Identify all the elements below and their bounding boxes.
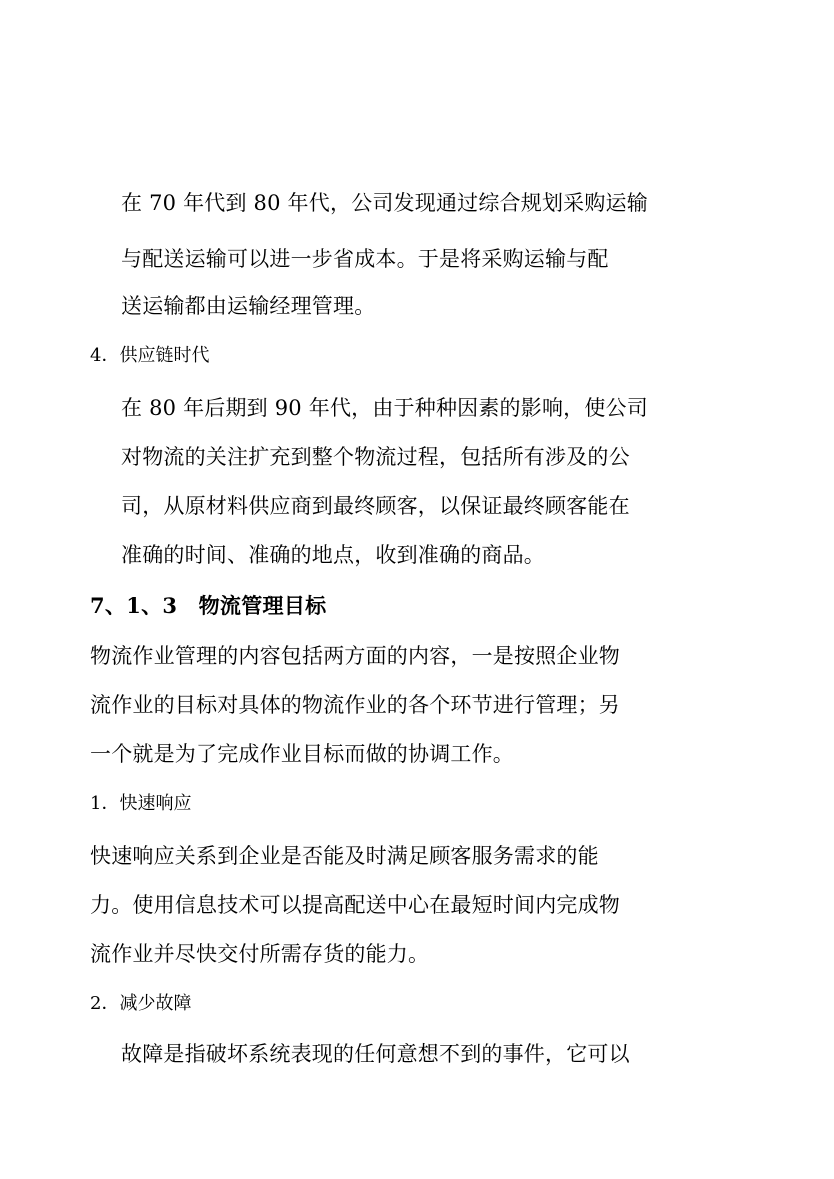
paragraph-line: 力。使用信息技术可以提高配送中心在最短时间内完成物 <box>90 893 620 917</box>
list-item-heading: 1．快速响应 <box>90 793 192 814</box>
paragraph-line: 流作业的目标对具体的物流作业的各个环节进行管理；另 <box>90 693 620 717</box>
paragraph-line: 准确的时间、准确的地点，收到准确的商品。 <box>121 543 545 567</box>
paragraph-line: 在 70 年代到 80 年代，公司发现通过综合规划采购运输 <box>121 191 648 215</box>
paragraph-line: 送运输都由运输经理管理。 <box>121 294 376 318</box>
paragraph-line: 物流作业管理的内容包括两方面的内容，一是按照企业物 <box>90 644 620 668</box>
paragraph-line: 在 80 年后期到 90 年代，由于种种因素的影响，使公司 <box>121 396 648 420</box>
paragraph-line: 与配送运输可以进一步省成本。于是将采购运输与配 <box>121 247 609 271</box>
paragraph-line: 司，从原材料供应商到最终顾客，以保证最终顾客能在 <box>121 494 630 518</box>
paragraph-line: 故障是指破坏系统表现的任何意想不到的事件，它可以 <box>121 1042 630 1066</box>
paragraph-line: 一个就是为了完成作业目标而做的协调工作。 <box>90 742 514 766</box>
list-item-heading: 4．供应链时代 <box>90 345 210 366</box>
list-item-heading: 2．减少故障 <box>90 993 192 1014</box>
paragraph-line: 对物流的关注扩充到整个物流过程，包括所有涉及的公 <box>121 445 630 469</box>
section-heading: 7、1、3 物流管理目标 <box>90 593 327 618</box>
paragraph-line: 快速响应关系到企业是否能及时满足顾客服务需求的能 <box>90 844 599 868</box>
paragraph-line: 流作业并尽快交付所需存货的能力。 <box>90 942 430 966</box>
